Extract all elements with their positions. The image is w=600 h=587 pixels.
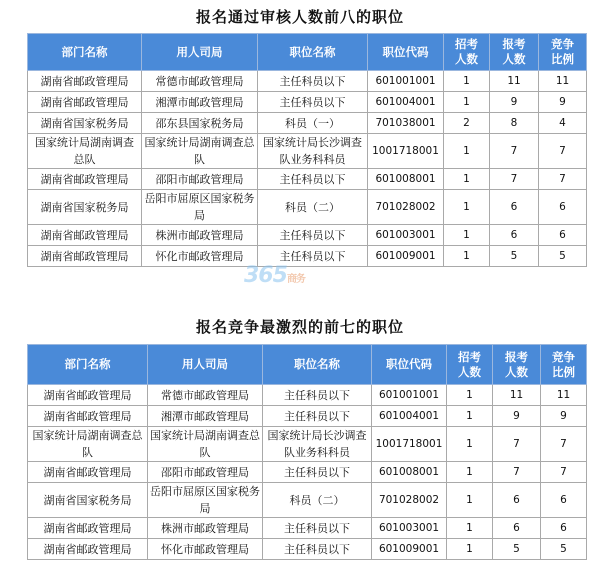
table1-cell: 6 [539, 190, 587, 225]
table1-header-2: 职位名称 [258, 34, 368, 71]
table2-cell: 主任科员以下 [263, 385, 372, 406]
table2-cell: 湖南省邮政管理局 [28, 462, 148, 483]
table1-cell: 601003001 [368, 225, 444, 246]
table2-header-6 [541, 345, 587, 385]
table2-header-3: 职位代码 [372, 345, 447, 385]
table2-title: 报名竞争最激烈的前七的职位 [195, 318, 404, 336]
table2 [27, 344, 587, 560]
table-row [28, 134, 587, 169]
table1-header-0: 部门名称 [28, 34, 142, 71]
table2-cell: 6 [493, 518, 541, 539]
table1-header-text-5: 报考人数 [502, 37, 526, 66]
table1-cell: 主任科员以下 [258, 169, 368, 190]
table1-cell: 6 [490, 190, 539, 225]
table1-cell: 邵阳市邮政管理局 [142, 169, 258, 190]
table2-cell: 6 [493, 483, 541, 518]
table1-cell: 601004001 [368, 92, 444, 113]
table1-cell: 湖南省邮政管理局 [28, 169, 142, 190]
table2-cell: 邵阳市邮政管理局 [148, 462, 263, 483]
table2-cell: 湖南省邮政管理局 [28, 385, 148, 406]
table2-cell: 1001718001 [372, 427, 447, 462]
table1-cell: 7 [490, 169, 539, 190]
table1-cell: 7 [490, 134, 539, 169]
table-row [28, 483, 587, 518]
table1-cell: 湖南省国家税务局 [28, 113, 142, 134]
table1-cell: 国家统计局湖南调查总队 [142, 134, 258, 169]
table1-cell: 7 [539, 169, 587, 190]
table2-cell: 1 [447, 462, 493, 483]
table1-cell: 601009001 [368, 246, 444, 267]
table-row [28, 427, 587, 462]
table1-cell: 2 [444, 113, 490, 134]
table-row [28, 462, 587, 483]
table2-header-0: 部门名称 [28, 345, 148, 385]
table2-cell: 7 [493, 427, 541, 462]
table1-body [28, 71, 587, 267]
watermark-logo [244, 263, 305, 288]
table2-cell: 国家统计局湖南调查总队 [148, 427, 263, 462]
table2-cell: 7 [541, 462, 587, 483]
table1-cell: 湖南省国家税务局 [28, 190, 142, 225]
table-row [28, 539, 587, 560]
table1-cell: 1001718001 [368, 134, 444, 169]
table2-header-5 [493, 345, 541, 385]
table2-cell: 湘潭市邮政管理局 [148, 406, 263, 427]
table-row [28, 406, 587, 427]
table1-cell: 岳阳市屈原区国家税务局 [142, 190, 258, 225]
table2-header-1: 用人司局 [148, 345, 263, 385]
table1-header-5 [490, 34, 539, 71]
table2-cell: 常德市邮政管理局 [148, 385, 263, 406]
table2-cell: 岳阳市屈原区国家税务局 [148, 483, 263, 518]
table1-cell: 湖南省邮政管理局 [28, 71, 142, 92]
table1-cell: 邵东县国家税务局 [142, 113, 258, 134]
table1-cell: 国家统计局长沙调查队业务科科员 [258, 134, 368, 169]
table1-cell: 主任科员以下 [258, 246, 368, 267]
table1-cell: 6 [490, 225, 539, 246]
table1-cell: 主任科员以下 [258, 71, 368, 92]
table1-header-text-4: 招考人数 [454, 37, 478, 66]
table2-cell: 601008001 [372, 462, 447, 483]
table2-cell: 11 [541, 385, 587, 406]
table1-cell: 4 [539, 113, 587, 134]
table1-cell: 5 [539, 246, 587, 267]
table2-cell: 6 [541, 483, 587, 518]
table1-cell: 701038001 [368, 113, 444, 134]
table2-body [28, 385, 587, 560]
table2-cell: 主任科员以下 [263, 518, 372, 539]
table2-cell: 湖南省邮政管理局 [28, 539, 148, 560]
table2-cell: 湖南省邮政管理局 [28, 518, 148, 539]
table1-title: 报名通过审核人数前八的职位 [195, 8, 404, 26]
table2-header-2: 职位名称 [263, 345, 372, 385]
table-row [28, 190, 587, 225]
watermark-subtext: 商务 [286, 274, 305, 285]
table1-cell: 1 [444, 225, 490, 246]
table1-cell: 1 [444, 190, 490, 225]
table2-cell: 国家统计局湖南调查总队 [28, 427, 148, 462]
table2-cell: 主任科员以下 [263, 406, 372, 427]
table1-cell: 常德市邮政管理局 [142, 71, 258, 92]
table1-cell: 11 [490, 71, 539, 92]
table1-cell: 科员（二） [258, 190, 368, 225]
table2-cell: 5 [541, 539, 587, 560]
table1-cell: 主任科员以下 [258, 225, 368, 246]
table2-cell: 601003001 [372, 518, 447, 539]
table2-cell: 9 [541, 406, 587, 427]
table-row [28, 169, 587, 190]
table1-header-3: 职位代码 [368, 34, 444, 71]
table2-header-text-4: 招考人数 [457, 349, 481, 379]
table2-header-text-5: 报考人数 [504, 349, 528, 379]
table2-cell: 国家统计局长沙调查队业务科科员 [263, 427, 372, 462]
table1-cell: 1 [444, 169, 490, 190]
table2-cell: 601001001 [372, 385, 447, 406]
table1-cell: 湖南省邮政管理局 [28, 92, 142, 113]
table2-cell: 湖南省国家税务局 [28, 483, 148, 518]
table2-cell: 1 [447, 406, 493, 427]
table2-cell: 1 [447, 539, 493, 560]
table2-cell: 701028002 [372, 483, 447, 518]
table2-cell: 1 [447, 518, 493, 539]
table-row [28, 92, 587, 113]
table1-cell: 601008001 [368, 169, 444, 190]
table1-header-4 [444, 34, 490, 71]
table1-cell: 1 [444, 71, 490, 92]
table2-cell: 6 [541, 518, 587, 539]
table1-cell: 6 [539, 225, 587, 246]
table1-header-6 [539, 34, 587, 71]
table1-cell: 11 [539, 71, 587, 92]
table-row [28, 71, 587, 92]
table1-cell: 1 [444, 134, 490, 169]
table2-cell: 怀化市邮政管理局 [148, 539, 263, 560]
table2-cell: 9 [493, 406, 541, 427]
table1-cell: 湘潭市邮政管理局 [142, 92, 258, 113]
table1-cell: 科员（一） [258, 113, 368, 134]
table1-cell: 1 [444, 92, 490, 113]
table2-cell: 5 [493, 539, 541, 560]
table1-cell: 9 [539, 92, 587, 113]
table-row [28, 225, 587, 246]
watermark-text: 365 [244, 263, 287, 288]
table1-header-1: 用人司局 [142, 34, 258, 71]
table1-cell: 湖南省邮政管理局 [28, 246, 142, 267]
table1-cell: 怀化市邮政管理局 [142, 246, 258, 267]
table2-cell: 株洲市邮政管理局 [148, 518, 263, 539]
table1-cell: 7 [539, 134, 587, 169]
table1-header-text-6: 竞争比例 [550, 37, 574, 66]
table1-cell: 601001001 [368, 71, 444, 92]
table2-cell: 主任科员以下 [263, 539, 372, 560]
table2-cell: 1 [447, 385, 493, 406]
table-row [28, 518, 587, 539]
table-row [28, 385, 587, 406]
table1-cell: 株洲市邮政管理局 [142, 225, 258, 246]
table1-cell: 湖南省邮政管理局 [28, 225, 142, 246]
table1-cell: 主任科员以下 [258, 92, 368, 113]
table1-cell: 国家统计局湖南调查总队 [28, 134, 142, 169]
table2-cell: 1 [447, 483, 493, 518]
table2-cell: 科员（二） [263, 483, 372, 518]
table2-cell: 1 [447, 427, 493, 462]
table1-cell: 5 [490, 246, 539, 267]
table2-cell: 7 [493, 462, 541, 483]
table2-cell: 主任科员以下 [263, 462, 372, 483]
table2-cell: 11 [493, 385, 541, 406]
table1-cell: 701028002 [368, 190, 444, 225]
table1-cell: 1 [444, 246, 490, 267]
table-row [28, 246, 587, 267]
table-row [28, 113, 587, 134]
table1-header-row [28, 34, 587, 71]
table1-cell: 9 [490, 92, 539, 113]
table2-cell: 601009001 [372, 539, 447, 560]
table2-header-row [28, 345, 587, 385]
table2-cell: 湖南省邮政管理局 [28, 406, 148, 427]
table2-cell: 7 [541, 427, 587, 462]
table1-cell: 8 [490, 113, 539, 134]
table2-cell: 601004001 [372, 406, 447, 427]
table2-header-text-6: 竞争比例 [551, 349, 575, 379]
table2-header-4 [447, 345, 493, 385]
table1 [27, 33, 587, 267]
